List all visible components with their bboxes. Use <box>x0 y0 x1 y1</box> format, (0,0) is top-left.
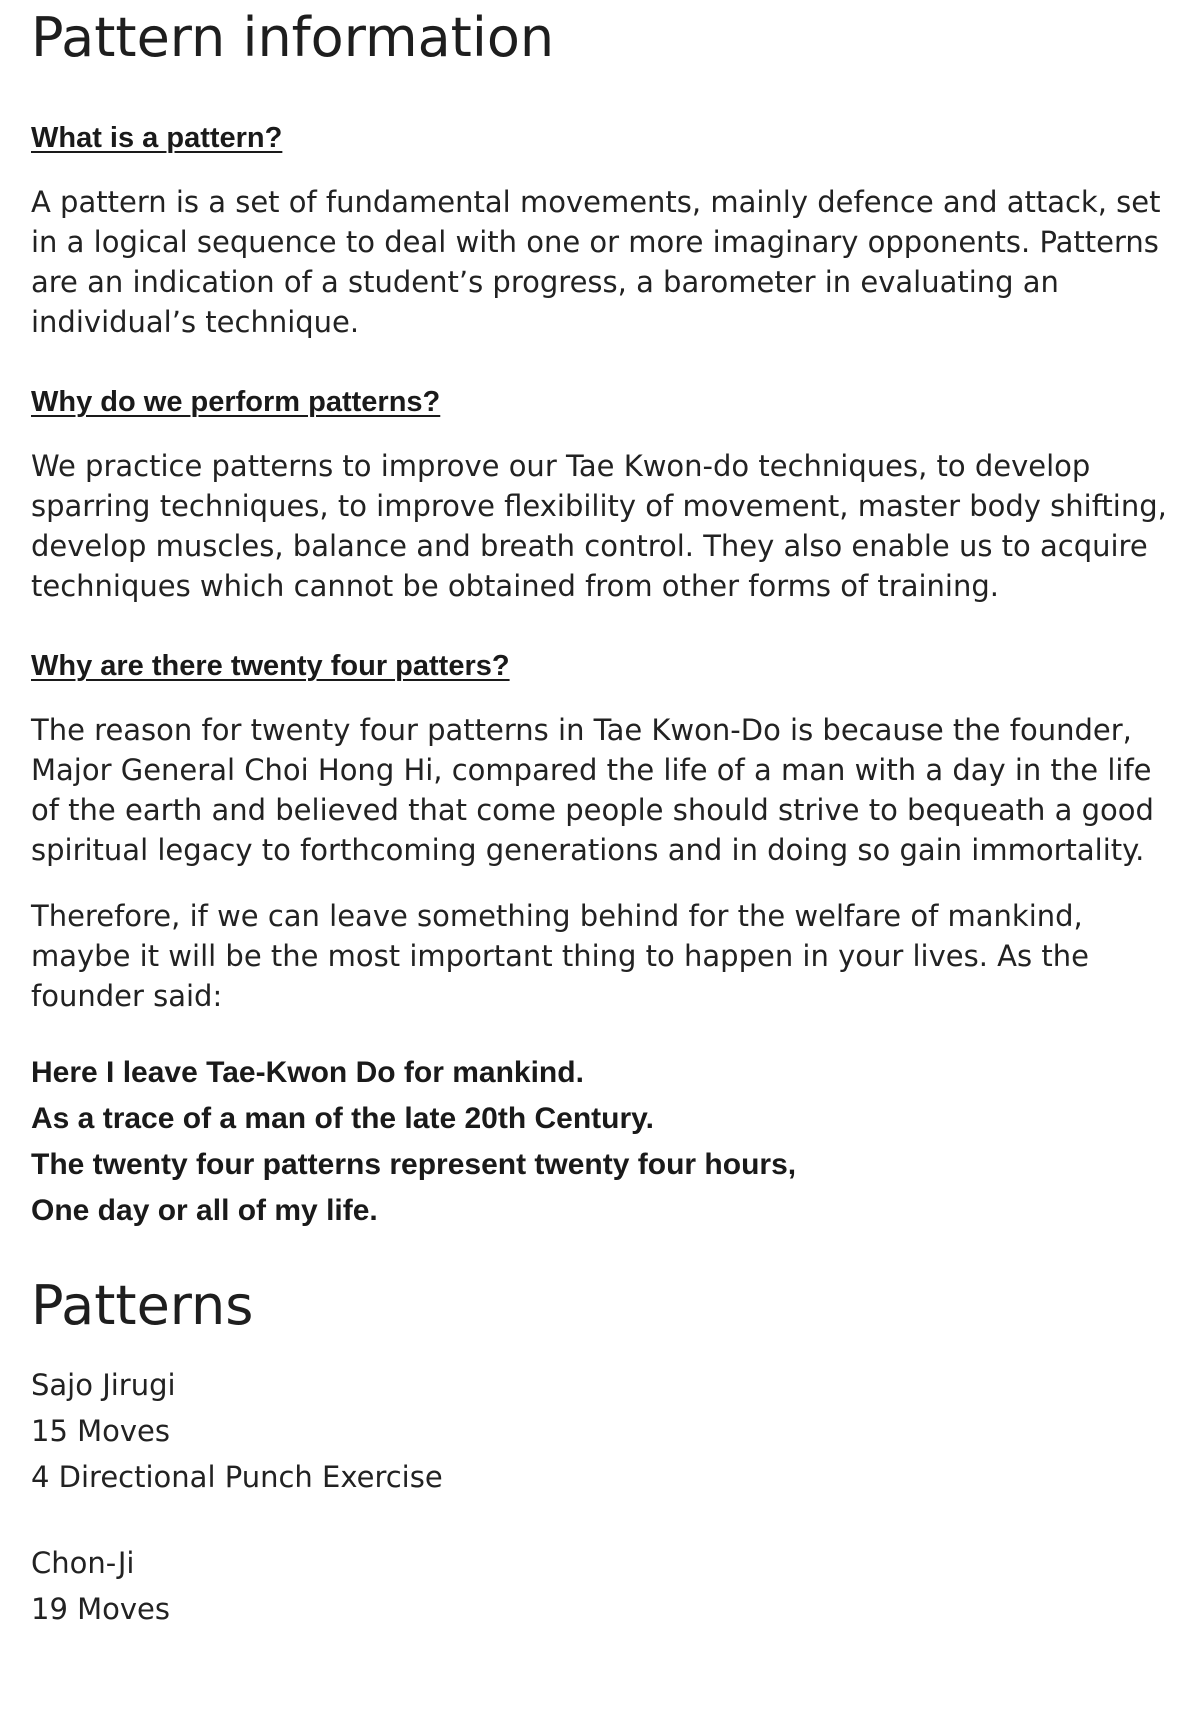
patterns-section-title: Patterns <box>31 1274 254 1337</box>
faq-answer-why-twenty-four-continued: Therefore, if we can leave something behind for the welfare of mankind, maybe it will be the most important thing to happen in your lives. As the founder said: <box>31 899 1089 1013</box>
pattern-description: 4 Directional Punch Exercise <box>31 1460 443 1494</box>
founder-quote <box>31 1050 1181 1234</box>
faq-answer-what-is-pattern: A pattern is a set of fundamental movements, mainly defence and attack, set in a logical sequence to deal with one or more imaginary opponents. Patterns are an indication of a student’s progress, a barometer in evaluating an individual’s technique. <box>31 185 1161 339</box>
pattern-name: Chon-Ji <box>31 1546 135 1580</box>
faq-answer-why-twenty-four: The reason for twenty four patterns in Tae Kwon-Do is because the founder, Major General Choi Hong Hi, compared the life of a man with a day in the life of the earth and believed that come people should strive to bequeath a good spiritual legacy to forthcoming generations and in doing so gain immortality. <box>31 713 1154 867</box>
faq-question-why-perform: Why do we perform patterns? <box>31 386 441 418</box>
founder-quote-line: As a trace of a man of the late 20th Century. <box>31 1102 654 1135</box>
pattern-moves: 19 Moves <box>31 1592 170 1626</box>
pattern-name: Sajo Jirugi <box>31 1368 176 1402</box>
founder-quote-line: One day or all of my life. <box>31 1194 378 1227</box>
founder-quote-line: The twenty four patterns represent twenty four hours, <box>31 1148 797 1181</box>
founder-quote-line: Here I leave Tae-Kwon Do for mankind. <box>31 1056 584 1089</box>
faq-question-why-twenty-four: Why are there twenty four patters? <box>31 650 510 682</box>
page-title: Pattern information <box>31 6 555 69</box>
pattern-item-chon-ji[interactable] <box>31 1540 1181 1632</box>
pattern-item-sajo-jirugi[interactable] <box>31 1362 1181 1500</box>
faq-question-what-is-pattern: What is a pattern? <box>31 122 283 154</box>
faq-answer-why-perform: We practice patterns to improve our Tae Kwon-do techniques, to develop sparring techniques, to improve flexibility of movement, master body shifting, develop muscles, balance and breath control. They also enable us to acquire techniques which cannot be obtained from other forms of training. <box>31 449 1167 603</box>
pattern-moves: 15 Moves <box>31 1414 170 1448</box>
pattern-info-page <box>31 0 1181 1632</box>
